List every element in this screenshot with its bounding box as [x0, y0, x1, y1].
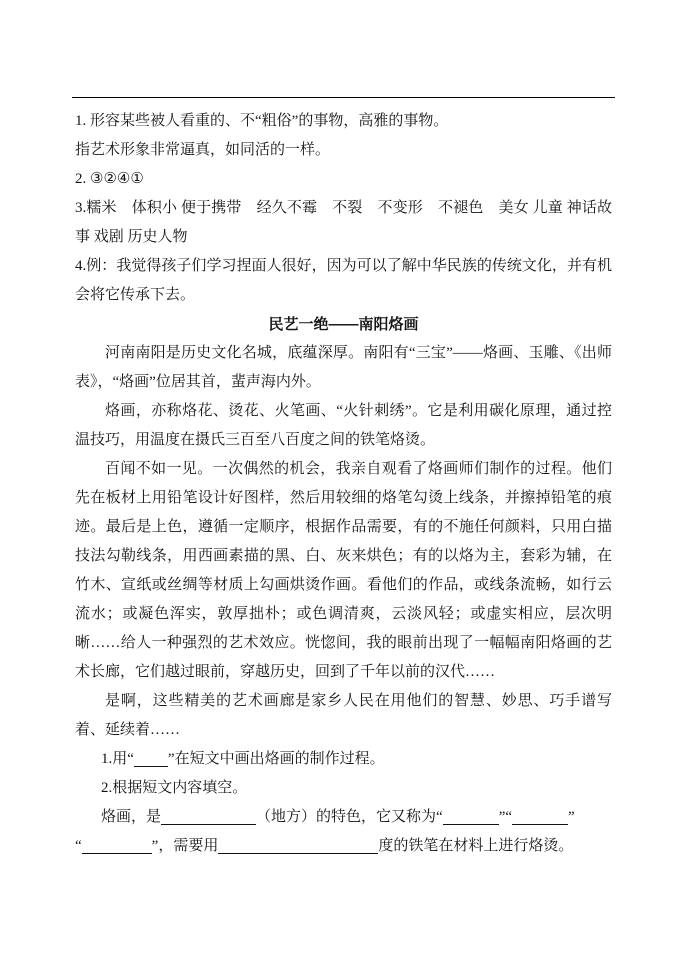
fill-blank — [218, 839, 378, 854]
passage-paragraph: 是啊，这些精美的艺术画廊是家乡人民在用他们的智慧、妙思、巧手谱写着、延续着…… — [75, 693, 612, 738]
fill-blank — [161, 810, 256, 825]
question-text: 烙画，是 — [101, 809, 162, 825]
passage-paragraph: 百闻不如一见。一次偶然的机会，我亲自观看了烙画师们制作的过程。他们先在板材上用铅笔设计好图样，然后用较细的烙笔勾烫上线条，并擦掉铅笔的痕迹。最后是上色，遵循一定顺序，根据作品需要，有的不施任何颜料，只用白描技法勾勒线条，用西画素描的黑、白、灰来烘色；有的以烙为主，套彩为辅，在竹木、宣纸或丝绸等材质上勾画烘烫作画。看他们的作品，或线条流畅，如行云流水；或凝色浑实，敦厚拙朴；或色调清爽，云淡风轻；或虚实相应，层次明晰……给人一种强烈的艺术效应。恍惚间，我的眼前出现了一幅幅南阳烙画的艺术长廊，它们越过眼前，穿越历史，回到了千年以前的汉代…… — [75, 461, 612, 680]
question-text: ” — [568, 809, 575, 825]
answer-line: 3.糯米 体积小 便于携带 经久不霉 不裂 不变形 不褪色 美女 儿童 神话故事 戏剧 历史人物 — [75, 200, 612, 245]
answer-line: 2. ③②④① — [75, 171, 144, 187]
passage-title: 民艺一绝——南阳烙画 — [268, 316, 419, 333]
question-line: 2.根据短文内容填空。 — [101, 780, 248, 796]
question-text: ”在短文中画出烙画的制作过程。 — [167, 751, 385, 767]
answer-section — [75, 107, 612, 310]
fill-blank — [134, 752, 168, 767]
question-text: ”，需要用 — [151, 838, 219, 854]
fill-blank — [512, 810, 568, 825]
question-text: “ — [75, 838, 82, 854]
question-line — [75, 745, 612, 774]
question-line — [75, 803, 612, 832]
passage-paragraph: 河南南阳是历史文化名城，底蕴深厚。南阳有“三宝”——烙画、玉雕、《出师表》，“烙画”位居其首，蜚声海内外。 — [75, 345, 612, 390]
fill-blank — [443, 810, 499, 825]
question-text: ”“ — [498, 809, 513, 825]
question-text: （地方）的特色，它又称为“ — [256, 809, 443, 825]
question-text: 1.用“ — [101, 751, 134, 767]
fill-blank — [82, 839, 152, 854]
question-line — [75, 832, 612, 861]
answer-line: 1. 形容某些被人看重的、不“粗俗”的事物，高雅的事物。 — [75, 113, 449, 129]
answer-line: 指艺术形象非常逼真，如同活的一样。 — [75, 142, 331, 158]
passage-body — [75, 339, 612, 745]
question-text: 度的铁笔在材料上进行烙烫。 — [378, 838, 574, 854]
answer-line: 4.例：我觉得孩子们学习捏面人很好，因为可以了解中华民族的传统文化，并有机会将它传承下去。 — [75, 258, 612, 303]
passage-paragraph: 烙画，亦称烙花、烫花、火笔画、“火针刺绣”。它是利用碳化原理，通过控温技巧，用温度在摄氏三百至八百度之间的铁笔烙烫。 — [75, 403, 612, 448]
divider — [72, 97, 615, 98]
question-section — [75, 745, 612, 861]
